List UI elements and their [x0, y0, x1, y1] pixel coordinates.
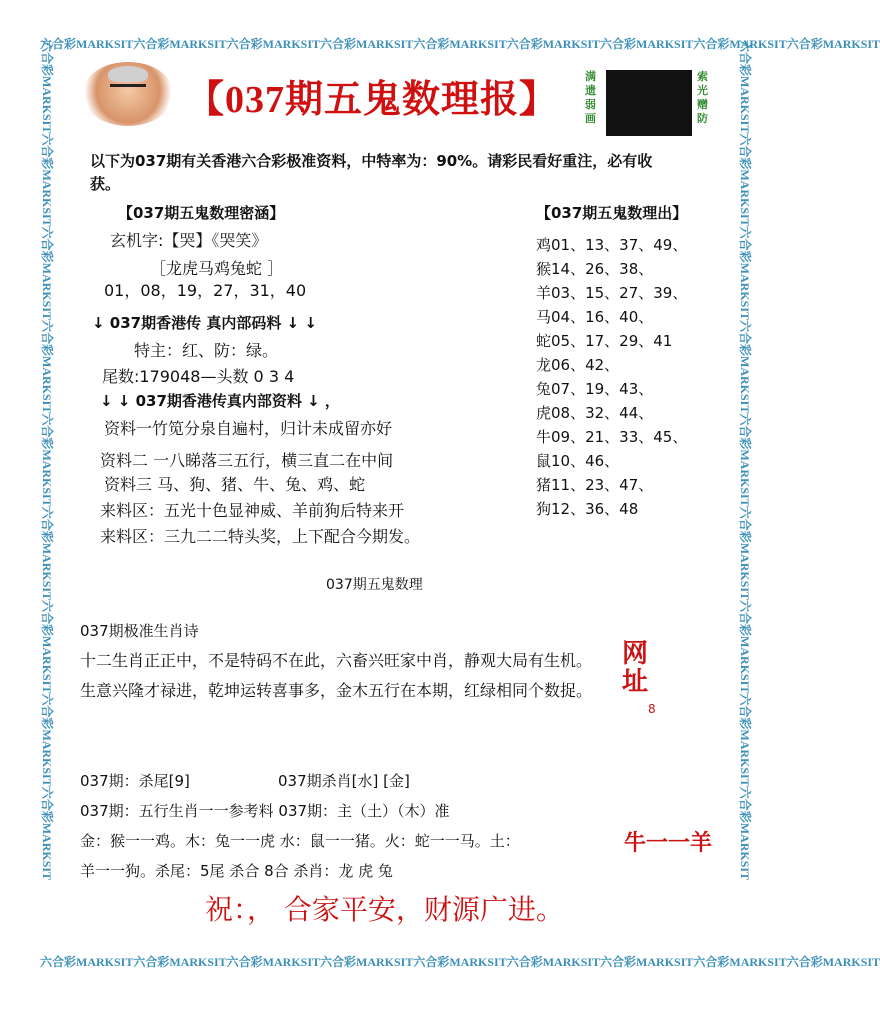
zodiac-row: 狗12、36、48: [536, 500, 639, 518]
elements-mapping: 金：猴一一鸡。木：兔一一虎 水：鼠一一猪。火：蛇一一马。土：: [80, 832, 520, 850]
poem-line-2: 生意兴隆才禄进，乾坤运转喜事多，金木五行在本期，红绿相同个数捉。: [80, 681, 593, 700]
border-right: 六合彩MARKSIT六合彩MARKSIT六合彩MARKSIT六合彩MARKSIT六合彩MARKSIT六合彩MARKSIT六合彩MARKSIT六合彩MARKSIT六合彩MARKSIT: [738, 40, 752, 881]
border-top: 六合彩MARKSIT六合彩MARKSIT六合彩MARKSIT六合彩MARKSIT六合彩MARKSIT六合彩MARKSIT六合彩MARKSIT六合彩MARKSIT六合彩MARKSIT: [40, 37, 880, 51]
numbers-text: 01，08，19，27，31，40: [104, 281, 307, 300]
xuanji-text: 玄机字:【哭】《哭笑》: [110, 231, 268, 250]
lailiao-1: 来料区：五光十色显神威、羊前狗后特来开: [100, 501, 405, 520]
tezhu-text: 特主：红、防：绿。: [134, 341, 279, 360]
zodiac-row: 牛09、21、33、45、: [536, 428, 688, 446]
zodiac-row: 猪11、23、47、: [536, 476, 654, 494]
side-text-right: 索光赠防: [697, 70, 708, 125]
intro-line-1: 以下为037期有关香港六合彩极准资料，中特率为：90%。请彩民看好重注，必有收: [90, 152, 653, 170]
zodiac-row: 鸡01、13、37、49、: [536, 236, 688, 254]
left-heading: 【037期五鬼数理密涵】: [118, 204, 285, 222]
animals-text: ［龙虎马鸡兔蛇 ］: [150, 259, 284, 278]
weishu-text: 尾数:179048—头数 0 3 4: [102, 367, 295, 386]
poem-title: 037期极准生肖诗: [80, 622, 199, 640]
ziliao-1: 资料一竹笕分泉自遍村，归计未成留亦好: [104, 419, 393, 438]
zodiac-row: 猴14、26、38、: [536, 260, 654, 278]
intro-line-2: 获。: [90, 175, 121, 193]
blessing-text: 祝：， 合家平安，财源广进。: [205, 893, 564, 926]
zodiac-row: 蛇05、17、29、41: [536, 332, 673, 350]
hk-data-heading: ↓ ↓ 037期香港传真内部资料 ↓ ，: [100, 392, 340, 410]
stamp-number: 8: [648, 702, 656, 716]
kill-tail-1: 037期：杀尾[9]: [80, 772, 190, 790]
zodiac-row: 龙06、42、: [536, 356, 620, 374]
ziliao-3: 资料三 马、狗、猪、牛、兔、鸡、蛇: [104, 475, 366, 494]
hk-code-heading: ↓ 037期香港传 真内部码料 ↓ ↓: [92, 314, 317, 332]
zodiac-row: 兔07、19、43、: [536, 380, 654, 398]
five-elements-ref: 037期：五行生肖一一参考料 037期：主（土）（木）准: [80, 802, 450, 820]
kill-zodiac: 037期杀肖[水] [金]: [278, 772, 410, 790]
zodiac-row: 羊03、15、27、39、: [536, 284, 688, 302]
zodiac-row: 鼠10、46、: [536, 452, 620, 470]
zodiac-row: 马04、16、40、: [536, 308, 654, 326]
page-title: 【037期五鬼数理报】: [186, 79, 559, 121]
redacted-box: [606, 70, 692, 136]
border-left: 六合彩MARKSIT六合彩MARKSIT六合彩MARKSIT六合彩MARKSIT六合彩MARKSIT六合彩MARKSIT六合彩MARKSIT六合彩MARKSIT六合彩MARKSIT: [40, 40, 54, 881]
border-right-wrap: [738, 40, 758, 970]
border-bottom: 六合彩MARKSIT六合彩MARKSIT六合彩MARKSIT六合彩MARKSIT六合彩MARKSIT六合彩MARKSIT六合彩MARKSIT六合彩MARKSIT六合彩MARKSIT: [40, 955, 880, 969]
avatar: [82, 62, 174, 126]
border-left-wrap: [40, 40, 60, 970]
kill-summary: 羊一一狗。杀尾：5尾 杀合 8合 杀肖：龙 虎 兔: [80, 862, 393, 880]
poem-line-1: 十二生肖正正中，不是特码不在此，六畜兴旺家中肖，静观大局有生机。: [80, 651, 593, 670]
elements-stamp: 牛一一羊: [624, 831, 713, 856]
lailiao-2: 来料区：三九二二特头奖，上下配合今期发。: [100, 527, 421, 546]
avatar-hair: [108, 66, 148, 82]
center-caption: 037期五鬼数理: [326, 577, 423, 593]
zodiac-row: 虎08、32、44、: [536, 404, 654, 422]
website-stamp: 网址: [622, 639, 649, 697]
avatar-glasses: [110, 84, 146, 93]
ziliao-2: 资料二 一八睇落三五行，横三直二在中间: [100, 451, 394, 470]
side-text-left: 满遗弱画: [585, 70, 596, 125]
right-heading: 【037期五鬼数理出】: [536, 204, 688, 222]
